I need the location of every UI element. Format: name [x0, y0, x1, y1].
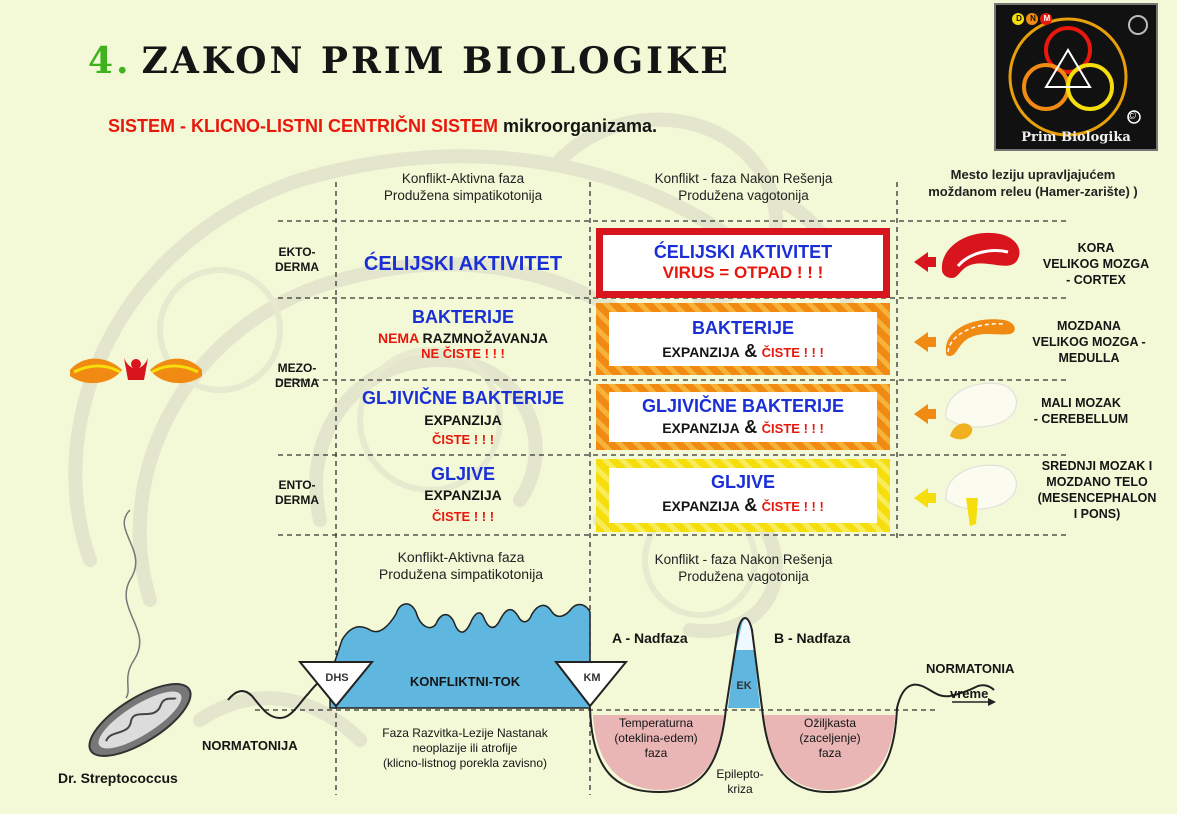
- logo-copyright: ©: [1128, 110, 1137, 122]
- row3-active: GLJIVIČNE BAKTERIJE EXPANZIJA ČISTE ! ! !: [361, 388, 565, 447]
- healing-b-text: Ožiljkasta (zaceljenje) faza: [799, 716, 861, 760]
- brain-relay-graphics: [900, 222, 1040, 532]
- brain-medulla-icon: [946, 319, 1015, 356]
- time-label: vreme: [950, 686, 989, 701]
- germ-layer-ento: ENTO- DERMA: [275, 478, 319, 507]
- phase-a-label: A - Nadfaza: [612, 630, 688, 646]
- header-healing-phase: Konflikt - faza Nakon Rešenja Produžena vagotonija: [654, 171, 833, 203]
- row1-healing-box: ĆELIJSKI AKTIVITET VIRUS = OTPAD ! ! !: [596, 228, 890, 298]
- bacterium-icon: [79, 671, 201, 770]
- epileptic-crisis-text: Epilepto- kriza: [716, 767, 764, 796]
- healing-a-text: Temperaturna (oteklina-edem) faza: [614, 716, 698, 760]
- brain-cerebellum-icon: [946, 383, 1017, 439]
- row4-active: GLJIVE EXPANZIJA ČISTE ! ! !: [424, 464, 502, 524]
- logo-badge-n: N: [1030, 14, 1036, 23]
- normatonia-right-label: NORMATONIA: [926, 661, 1015, 676]
- brain-midbrain-icon: [946, 465, 1017, 526]
- header-active-phase: Konflikt-Aktivna faza Produžena simpatikotonija: [383, 171, 543, 203]
- header-healing-phase-bottom: Konflikt - faza Nakon Rešenja Produžena vagotonija: [654, 552, 833, 584]
- brain-label-cortex: KORA VELIKOG MOZGA - CORTEX: [1042, 241, 1150, 287]
- germ-layer-ekto: EKTO- DERMA: [275, 245, 319, 274]
- conflict-flow-area: [330, 604, 590, 708]
- flagellum-icon: [124, 510, 140, 698]
- row4-healing-box: GLJIVE EXPANZIJA & ČISTE ! ! !: [596, 459, 890, 532]
- brain-label-cerebellum: MALI MOZAK - CEREBELLUM: [1033, 396, 1129, 426]
- ek-label: EK: [736, 680, 752, 692]
- arrow-icon-red: [914, 252, 936, 272]
- ornament-emblem: [66, 350, 206, 392]
- brain-cortex-icon: [942, 233, 1020, 278]
- row1-active-title: ĆELIJSKI AKTIVITET: [363, 253, 563, 275]
- dhs-label: DHS: [325, 672, 349, 684]
- brain-label-midbrain: SREDNJI MOZAK I MOZDANO TELO (MESENCEPHALON I PONS): [1037, 459, 1157, 521]
- row2-active: BAKTERIJE NEMA RAZMNOŽAVANJA NE ČISTE ! ! !: [377, 307, 549, 361]
- arrow-icon-orange-2: [914, 404, 936, 424]
- km-label: KM: [583, 672, 601, 684]
- row3-healing-box: GLJIVIČNE BAKTERIJE EXPANZIJA & ČISTE ! ! !: [596, 384, 890, 450]
- header-brain-relay: Mesto leziju upravljajućem moždanom releu (Hamer-zarište) ): [928, 167, 1138, 199]
- normatonia-wave-left: [228, 676, 330, 718]
- subtitle: SISTEM - KLICNO-LISTNI CENTRIČNI SISTEM mikroorganizama.: [108, 116, 658, 136]
- development-phase-text: Faza Razvitka-Lezije Nastanak neoplazije ili atrofije (klicno-listnog porekla zavisno): [382, 726, 548, 770]
- phase-b-label: B - Nadfaza: [774, 630, 851, 646]
- conflict-flow-label: KONFLIKTNI-TOK: [409, 674, 521, 689]
- brain-label-medulla: MOZDANA VELIKOG MOZGA - MEDULLA: [1032, 319, 1146, 365]
- streptococcus-illustration: [70, 490, 210, 770]
- germ-layer-mezo: MEZO- DERMA: [275, 361, 319, 390]
- arrow-icon-orange-1: [914, 332, 936, 352]
- row2-healing-box: BAKTERIJE EXPANZIJA & ČISTE ! ! !: [596, 303, 890, 375]
- arrow-icon-yellow: [914, 488, 936, 508]
- logo-badge-m: M: [1043, 14, 1051, 23]
- credit-text: Dr. Streptococcus: [58, 770, 178, 786]
- logo-label: Prim Biologika: [1021, 130, 1131, 145]
- logo-badge-d: D: [1016, 14, 1022, 23]
- normatonia-left-label: NORMATONIJA: [202, 738, 298, 753]
- page-title: 4. ZAKON PRIM BIOLOGIKE: [88, 40, 731, 82]
- header-active-phase-bottom: Konflikt-Aktivna faza Produžena simpatikotonija: [378, 549, 544, 582]
